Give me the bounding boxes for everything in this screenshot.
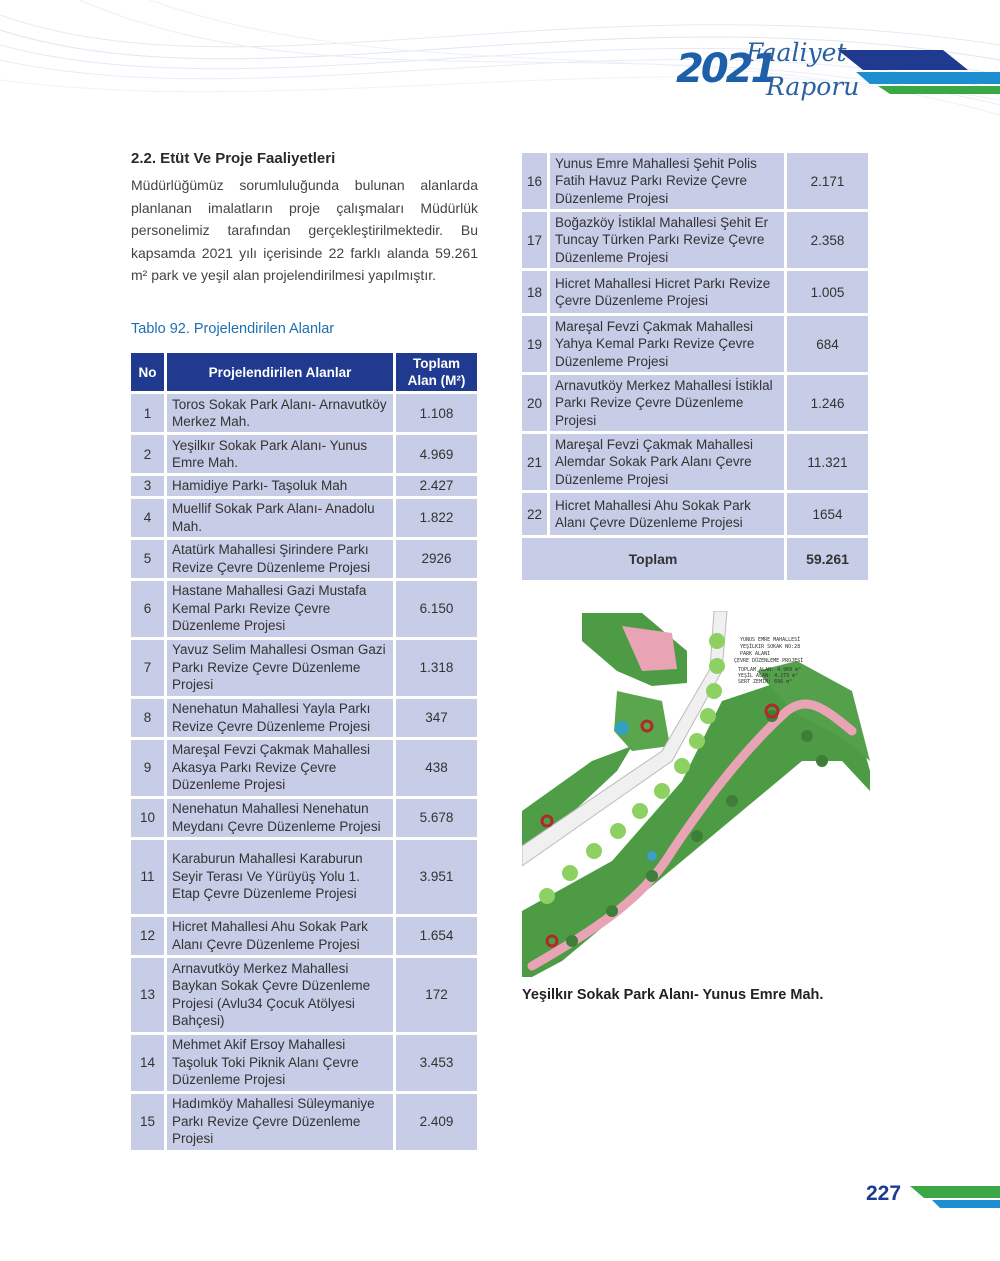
row-no: 18	[522, 271, 547, 313]
row-project-name: Nenehatun Mahallesi Nenehatun Meydanı Çevre Düzenleme Projesi	[167, 799, 393, 837]
row-project-name: Karaburun Mahallesi Karaburun Seyir Terası Ve Yürüyüş Yolu 1. Etap Çevre Düzenleme Projesi	[167, 840, 393, 914]
row-no: 2	[131, 435, 164, 473]
row-area: 2.358	[787, 212, 868, 268]
plan-stat-2: YEŞİL ALAN: 4.273 m²	[738, 673, 799, 679]
table-row	[131, 799, 477, 837]
row-area: 6.150	[396, 581, 477, 637]
row-area: 2.427	[396, 476, 477, 496]
table-header-row	[131, 353, 477, 391]
total-label: Toplam	[522, 538, 784, 580]
row-area: 2926	[396, 540, 477, 578]
row-project-name: Mareşal Fevzi Çakmak Mahallesi Alemdar Sokak Park Alanı Çevre Düzenleme Projesi	[550, 434, 784, 490]
row-project-name: Boğazköy İstiklal Mahallesi Şehit Er Tuncay Türken Parkı Revize Çevre Düzenleme Projesi	[550, 212, 784, 268]
row-area: 1.005	[787, 271, 868, 313]
table-row	[131, 1094, 477, 1150]
row-project-name: Hicret Mahallesi Hicret Parkı Revize Çevre Düzenleme Projesi	[550, 271, 784, 313]
table-row	[131, 476, 477, 496]
row-area: 1.654	[396, 917, 477, 955]
row-no: 8	[131, 699, 164, 737]
plan-legend	[734, 636, 803, 685]
table-row	[522, 212, 868, 268]
table-row	[131, 840, 477, 914]
row-no: 1	[131, 394, 164, 432]
table-row	[131, 394, 477, 432]
table-row	[131, 958, 477, 1032]
row-area: 5.678	[396, 799, 477, 837]
total-value: 59.261	[787, 538, 868, 580]
row-project-name: Yeşilkır Sokak Park Alanı- Yunus Emre Mah.	[167, 435, 393, 473]
row-no: 15	[131, 1094, 164, 1150]
row-project-name: Hamidiye Parkı- Taşoluk Mah	[167, 476, 393, 496]
row-area: 2.171	[787, 153, 868, 209]
row-area: 1.822	[396, 499, 477, 537]
plan-title-2: YEŞİLKIR SOKAK NO:28	[740, 644, 801, 650]
row-area: 684	[787, 316, 868, 372]
row-project-name: Yunus Emre Mahallesi Şehit Polis Fatih Havuz Parkı Revize Çevre Düzenleme Projesi	[550, 153, 784, 209]
row-no: 9	[131, 740, 164, 796]
plan-title-3: PARK ALANI	[740, 651, 771, 657]
table-row	[131, 1035, 477, 1091]
row-no: 11	[131, 840, 164, 914]
row-area: 438	[396, 740, 477, 796]
table-row	[522, 493, 868, 535]
table-row	[522, 271, 868, 313]
header-area: Toplam Alan (M²)	[396, 353, 477, 391]
row-no: 17	[522, 212, 547, 268]
row-project-name: Arnavutköy Merkez Mahallesi İstiklal Parkı Revize Çevre Düzenleme Projesi	[550, 375, 784, 431]
row-area: 1654	[787, 493, 868, 535]
row-project-name: Mehmet Akif Ersoy Mahallesi Taşoluk Toki Piknik Alanı Çevre Düzenleme Projesi	[167, 1035, 393, 1091]
table-row	[522, 375, 868, 431]
table-row	[131, 499, 477, 537]
table-row	[131, 435, 477, 473]
row-area: 2.409	[396, 1094, 477, 1150]
table-row	[131, 640, 477, 696]
row-no: 16	[522, 153, 547, 209]
table-row	[131, 740, 477, 796]
table-row	[131, 540, 477, 578]
table-row	[131, 581, 477, 637]
projects-table-left	[128, 350, 480, 1153]
row-area: 1.246	[787, 375, 868, 431]
row-area: 172	[396, 958, 477, 1032]
row-area: 1.318	[396, 640, 477, 696]
plan-title-4: ÇEVRE DÜZENLEME PROJESİ	[734, 658, 804, 664]
row-project-name: Muellif Sokak Park Alanı- Anadolu Mah.	[167, 499, 393, 537]
plan-stat-1: TOPLAM ALAN: 4.969 m²	[738, 667, 802, 673]
row-no: 6	[131, 581, 164, 637]
row-project-name: Mareşal Fevzi Çakmak Mahallesi Akasya Parkı Revize Çevre Düzenleme Projesi	[167, 740, 393, 796]
header-no: No	[131, 353, 164, 391]
image-caption: Yeşilkır Sokak Park Alanı- Yunus Emre Mah.	[522, 987, 824, 1003]
logo-title-line2: Raporu	[766, 72, 860, 101]
row-area: 1.108	[396, 394, 477, 432]
footer-stripes	[910, 1186, 1000, 1208]
row-no: 4	[131, 499, 164, 537]
row-no: 19	[522, 316, 547, 372]
row-project-name: Yavuz Selim Mahallesi Osman Gazi Parkı Revize Çevre Düzenleme Projesi	[167, 640, 393, 696]
header-stripes	[838, 50, 1000, 94]
logo-year: 2021	[676, 46, 776, 92]
row-no: 10	[131, 799, 164, 837]
row-area: 11.321	[787, 434, 868, 490]
header-name: Projelendirilen Alanlar	[167, 353, 393, 391]
row-area: 3.453	[396, 1035, 477, 1091]
row-no: 5	[131, 540, 164, 578]
table-row	[522, 434, 868, 490]
row-project-name: Hicret Mahallesi Ahu Sokak Park Alanı Çevre Düzenleme Projesi	[167, 917, 393, 955]
row-no: 21	[522, 434, 547, 490]
row-project-name: Hadımköy Mahallesi Süleymaniye Parkı Revize Çevre Düzenleme Projesi	[167, 1094, 393, 1150]
table-row	[522, 316, 868, 372]
row-area: 347	[396, 699, 477, 737]
row-project-name: Hastane Mahallesi Gazi Mustafa Kemal Parkı Revize Çevre Düzenleme Projesi	[167, 581, 393, 637]
page-number: 227	[866, 1182, 902, 1205]
row-area: 3.951	[396, 840, 477, 914]
table-body-left	[131, 394, 477, 1150]
table-row	[131, 917, 477, 955]
intro-paragraph: Müdürlüğümüz sorumluluğunda bulunan alanlarda planlanan imalatların proje çalışmaları Müdürlük personelimiz tarafından gerçekleştirilmektedir. Bu kapsamda 2021 yılı içerisinde 22 farklı alanda 59.261 m² park ve yeşil alan projelendirilmesi yapılmıştır.	[131, 177, 478, 284]
row-project-name: Hicret Mahallesi Ahu Sokak Park Alanı Çevre Düzenleme Projesi	[550, 493, 784, 535]
table-row	[522, 153, 868, 209]
plan-stat-3: SERT ZEMİN: 696 m²	[738, 679, 793, 685]
section-title: 2.2. Etüt Ve Proje Faaliyetleri	[131, 150, 336, 167]
row-project-name: Arnavutköy Merkez Mahallesi Baykan Sokak Çevre Düzenleme Projesi (Avlu34 Çocuk Atölyesi Bahçesi)	[167, 958, 393, 1032]
logo-title-line1: Faaliyet	[746, 38, 847, 67]
total-row	[522, 538, 868, 580]
row-no: 22	[522, 493, 547, 535]
row-no: 12	[131, 917, 164, 955]
row-project-name: Toros Sokak Park Alanı- Arnavutköy Merkez Mah.	[167, 394, 393, 432]
row-no: 14	[131, 1035, 164, 1091]
row-no: 7	[131, 640, 164, 696]
projects-table-right	[519, 150, 871, 583]
row-area: 4.969	[396, 435, 477, 473]
park-plan-image	[522, 611, 870, 977]
table-body-right	[522, 153, 868, 535]
row-no: 20	[522, 375, 547, 431]
table-caption: Tablo 92. Projelendirilen Alanlar	[131, 321, 335, 337]
plan-title-1: YUNUS EMRE MAHALLESİ	[740, 637, 801, 643]
row-project-name: Nenehatun Mahallesi Yayla Parkı Revize Çevre Düzenleme Projesi	[167, 699, 393, 737]
table-row	[131, 699, 477, 737]
row-project-name: Mareşal Fevzi Çakmak Mahallesi Yahya Kemal Parkı Revize Çevre Düzenleme Projesi	[550, 316, 784, 372]
row-project-name: Atatürk Mahallesi Şirindere Parkı Revize Çevre Düzenleme Projesi	[167, 540, 393, 578]
row-no: 13	[131, 958, 164, 1032]
row-no: 3	[131, 476, 164, 496]
